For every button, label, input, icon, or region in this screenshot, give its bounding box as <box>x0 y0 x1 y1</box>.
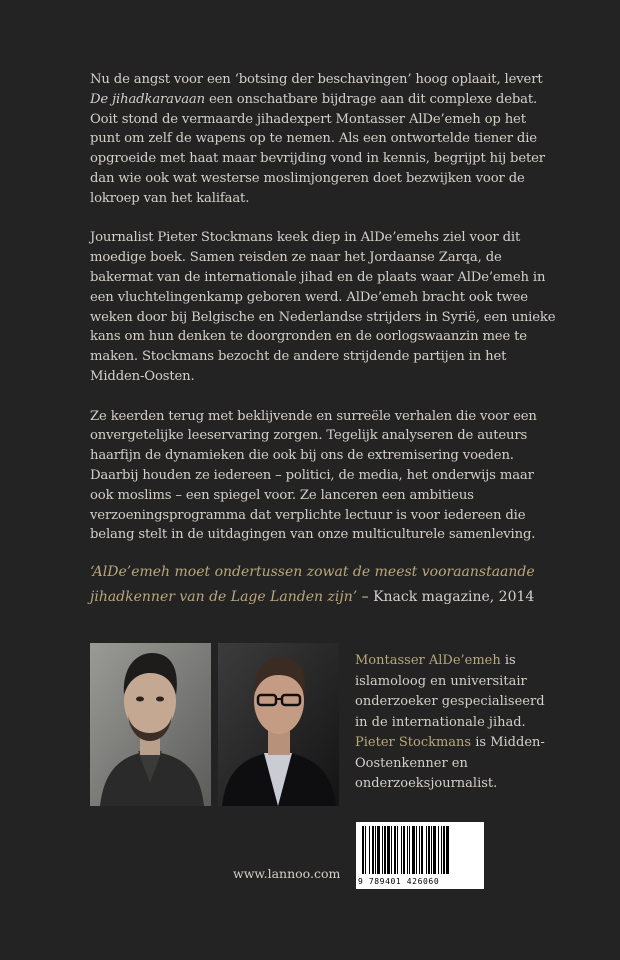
blurb-paragraph-2: Journalist Pieter Stockmans keek diep in AlDe’emehs ziel voor dit moedige boek. Samen reisden ze naar het Jordaanse Zarqa, de bakermat van de internationale jihad en de plaats waar AlDe’emeh in een vluchtelingenkamp geboren werd. AlDe’emeh bracht ook twee weken door bij Belgische en Nederlandse strijders in Syrië, een unieke kans om hun denken te doorgronden en de oorlogswaanzin mee te maken. Stockmans bezocht de andere strijdende partijen in het Midden-Oosten. <box>90 230 556 384</box>
isbn-barcode <box>356 822 484 889</box>
blurb-p1-intro: Nu de angst voor een ‘botsing der beschavingen’ hoog oplaait, levert <box>90 72 543 87</box>
author-name-1: Montasser AlDe’emeh <box>355 653 501 668</box>
blurb-p1-rest: een onschatbare bijdrage aan dit complexe debat. Ooit stond de vermaarde jihadexpert Montasser AlDe’emeh op het punt om zelf de wapens op te nemen. Als een ontwortelde tiener die opgroeide met haat maar bevrijding vond in kennis, begrijpt hij beter dan wie ook wat westerse moslimjongeren doet bezwijken voor de lokroep van het kalifaat. <box>90 91 545 206</box>
back-cover-blurb <box>90 70 560 565</box>
author-bio-2: is Midden-Oostenkenner en onderzoeksjournalist. <box>355 735 545 791</box>
quote-text: ‘AlDe’emeh moet ondertussen zowat de meest vooraanstaande jihadkenner van de Lage Landen zijn’ <box>90 564 535 605</box>
press-quote <box>90 560 570 610</box>
publisher-url[interactable]: www.lannoo.com <box>233 866 341 881</box>
author-bios <box>355 651 555 795</box>
quote-source: – Knack magazine, 2014 <box>357 589 535 605</box>
author-name-2: Pieter Stockmans <box>355 735 472 750</box>
barcode-bars <box>356 822 484 878</box>
author-photo-aldeemeh <box>90 643 211 806</box>
author-photo-stockmans <box>218 643 339 806</box>
author-bio-1: is islamoloog en universitair onderzoeker gespecialiseerd in de internationale jihad. <box>355 653 545 730</box>
blurb-paragraph-3: Ze keerden terug met beklijvende en surreële verhalen die voor een onvergetelijke leeservaring zorgen. Tegelijk analyseren de auteurs haarfijn de dynamieken die ook bij ons de extremisering voeden. Daarbij houden ze iedereen – politici, de media, het onderwijs maar ook moslims – een spiegel voor. Ze lanceren een ambitieus verzoeningsprogramma dat verplichte lectuur is voor iedereen die belang stelt in de uitdagingen van onze multiculturele samenleving. <box>90 408 537 543</box>
book-title-inline: De jihadkaravaan <box>90 91 205 107</box>
blurb-paragraph-1 <box>90 70 560 209</box>
isbn-number: 9 789401 426060 <box>358 877 440 886</box>
